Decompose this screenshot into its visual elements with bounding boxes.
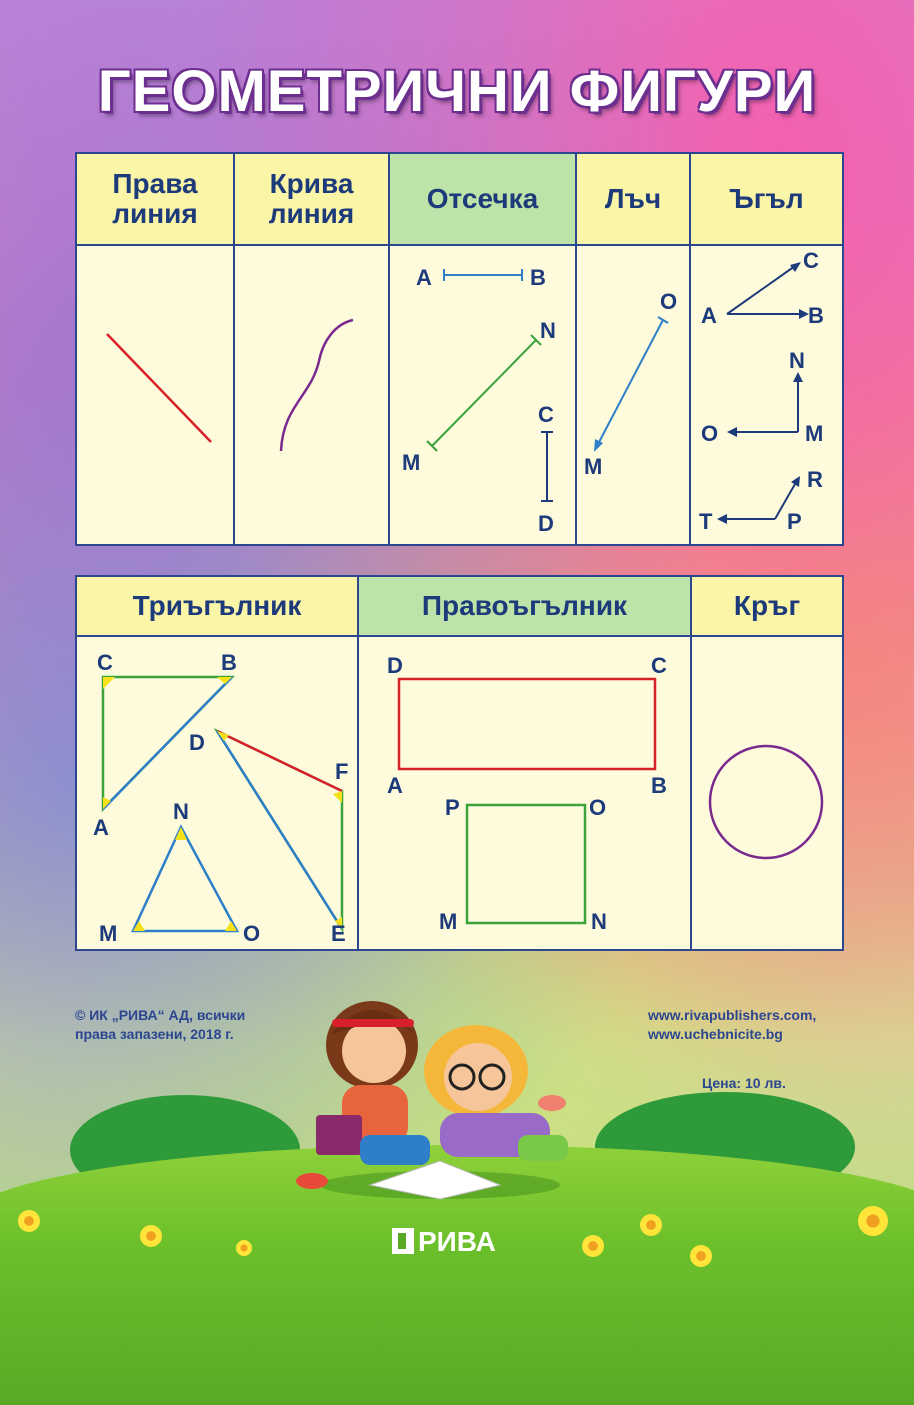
label-n: N <box>540 318 556 343</box>
publisher-logo <box>392 1226 496 1258</box>
label-d: D <box>189 730 205 755</box>
label-m: M <box>439 909 458 934</box>
label-n: N <box>591 909 607 934</box>
circle-cell <box>692 637 842 949</box>
label-d: D <box>538 511 554 536</box>
header-straight-line: Права линия <box>77 154 235 246</box>
label-p: P <box>787 509 802 534</box>
header-segment: Отсечка <box>390 154 577 246</box>
price-text: Цена: 10 лв. <box>702 1075 786 1091</box>
label-a: A <box>701 303 717 328</box>
flower-decoration <box>140 1225 162 1247</box>
label-c: C <box>97 650 113 675</box>
label-m: M <box>99 921 118 946</box>
ray-cell <box>577 246 691 544</box>
label-f: F <box>335 759 349 784</box>
label-b: B <box>808 303 824 328</box>
label-d: D <box>387 653 403 678</box>
flower-decoration <box>582 1235 604 1257</box>
rectangle-figure <box>359 637 690 949</box>
segment-figure <box>390 246 575 544</box>
flower-decoration <box>858 1206 888 1236</box>
ray-figure <box>577 246 689 544</box>
label-b: B <box>530 265 546 290</box>
label-m: M <box>584 454 603 479</box>
flower-decoration <box>640 1214 662 1236</box>
publisher-logo-text: РИВА <box>418 1226 496 1257</box>
header-circle: Кръг <box>692 577 842 637</box>
curved-line-cell <box>235 246 390 544</box>
rectangle-cell <box>359 637 692 949</box>
label-n: N <box>173 799 189 824</box>
copyright-text: © ИК „РИВА“ АД, всички права запазени, 2018 г. <box>75 1007 246 1042</box>
children-reading-illustration <box>290 985 590 1205</box>
flower-decoration <box>690 1245 712 1267</box>
label-m: M <box>402 450 421 475</box>
header-triangle: Триъгълник <box>77 577 359 637</box>
flower-decoration <box>236 1240 252 1256</box>
label-a: A <box>387 773 403 798</box>
label-c: C <box>651 653 667 678</box>
angle-figure <box>691 246 840 544</box>
straight-line-figure <box>77 246 233 544</box>
label-e: E <box>331 921 346 946</box>
segment-cell <box>390 246 577 544</box>
page-title: ГЕОМЕТРИЧНИ ФИГУРИ <box>97 59 817 124</box>
websites-text[interactable]: www.rivapublishers.com, www.uchebnicite.bg <box>648 1007 817 1042</box>
label-o: O <box>243 921 261 946</box>
publisher-logo-icon <box>392 1228 414 1254</box>
triangle-cell <box>77 637 359 949</box>
label-b: B <box>221 650 237 675</box>
label-n: N <box>789 348 805 373</box>
header-ray: Лъч <box>577 154 691 246</box>
header-rectangle: Правоъгълник <box>359 577 692 637</box>
triangle-figure <box>77 637 357 949</box>
curved-line-figure <box>235 246 388 544</box>
label-o: O <box>589 795 607 820</box>
header-angle: Ъгъл <box>691 154 842 246</box>
angle-cell <box>691 246 842 544</box>
label-a: A <box>93 815 109 840</box>
header-curved-line: Крива линия <box>235 154 390 246</box>
straight-line-cell <box>77 246 235 544</box>
label-c: C <box>538 402 554 427</box>
label-r: R <box>807 467 823 492</box>
flower-decoration <box>18 1210 40 1232</box>
shapes-table <box>75 575 844 951</box>
label-p: P <box>445 795 460 820</box>
label-m: M <box>805 421 824 446</box>
label-t: T <box>699 509 713 534</box>
label-o: O <box>701 421 719 446</box>
label-c: C <box>803 248 819 273</box>
label-b: B <box>651 773 667 798</box>
lines-table <box>75 152 844 546</box>
label-a: A <box>416 265 432 290</box>
label-o: O <box>660 289 678 314</box>
circle-figure <box>692 637 840 949</box>
